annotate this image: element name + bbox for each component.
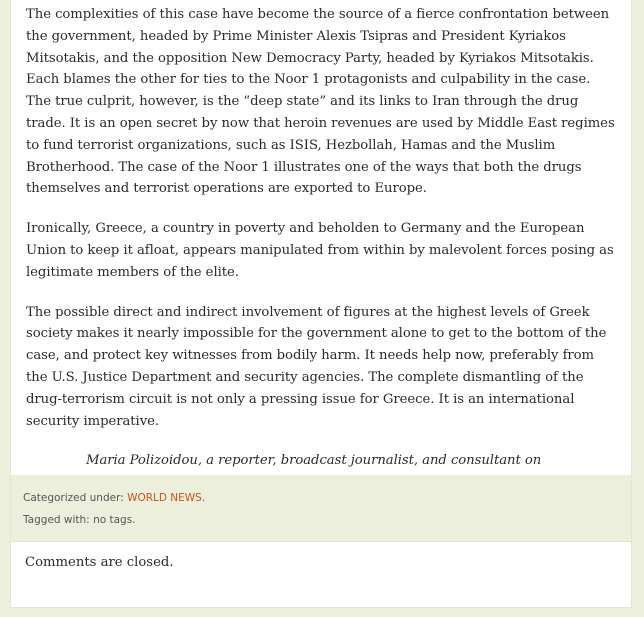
tags-line <box>23 513 619 535</box>
comments-status: Comments are closed. <box>25 555 174 570</box>
category-link-world-news[interactable]: WORLD NEWS <box>127 492 202 504</box>
article-paragraph-3: The possible direct and indirect involvement of figures at the highest levels of Greek society makes it nearly impossible for the government alone to get to the bottom of the case, and protect key witnesses from bodily harm. It needs help now, preferably from the U.S. Justice Department and security agencies. The complete dismantling of the drug-terrorism circuit is not only a pressing issue for Greece. It is an international security imperative. <box>26 304 607 429</box>
category-line <box>23 491 619 513</box>
tags-value: no tags. <box>93 514 136 526</box>
post-meta <box>10 475 632 539</box>
category-suffix: . <box>201 492 206 504</box>
article-paragraph-2: Ironically, Greece, a country in poverty and beholden to Germany and the European Union to keep it afloat, appears manipulated from within by malevolent forces posing as legitimate members of the elite. <box>26 221 614 280</box>
article-paragraph-1: The complexities of this case have become the source of a fierce confrontation between the government, headed by Prime Minister Alexis Tsipras and President Kyriakos Mitsotakis, and the opposition New Democracy Party, headed by Kyriakos Mitsotakis. Each blames the other for ties to the Noor 1 protagonists and culpability in the case. The true culprit, however, is the “deep state” and its links to Iran through the drug trade. It is an open secret by now that heroin revenues are used by Middle East regimes to fund terrorist organizations, such as ISIS, Hezbollah, Hamas and the Muslim Brotherhood. The case of the Noor 1 illustrates one of the ways that both the drugs themselves and terrorist operations are exported to Europe. <box>26 7 615 197</box>
tagged-label: Tagged with: <box>23 514 90 526</box>
categorized-label: Categorized under: <box>23 492 124 504</box>
article-body <box>10 0 632 475</box>
comments-section <box>10 541 632 608</box>
author-bio: Maria Polizoidou, a reporter, broadcast journalist, and consultant on <box>86 453 542 469</box>
